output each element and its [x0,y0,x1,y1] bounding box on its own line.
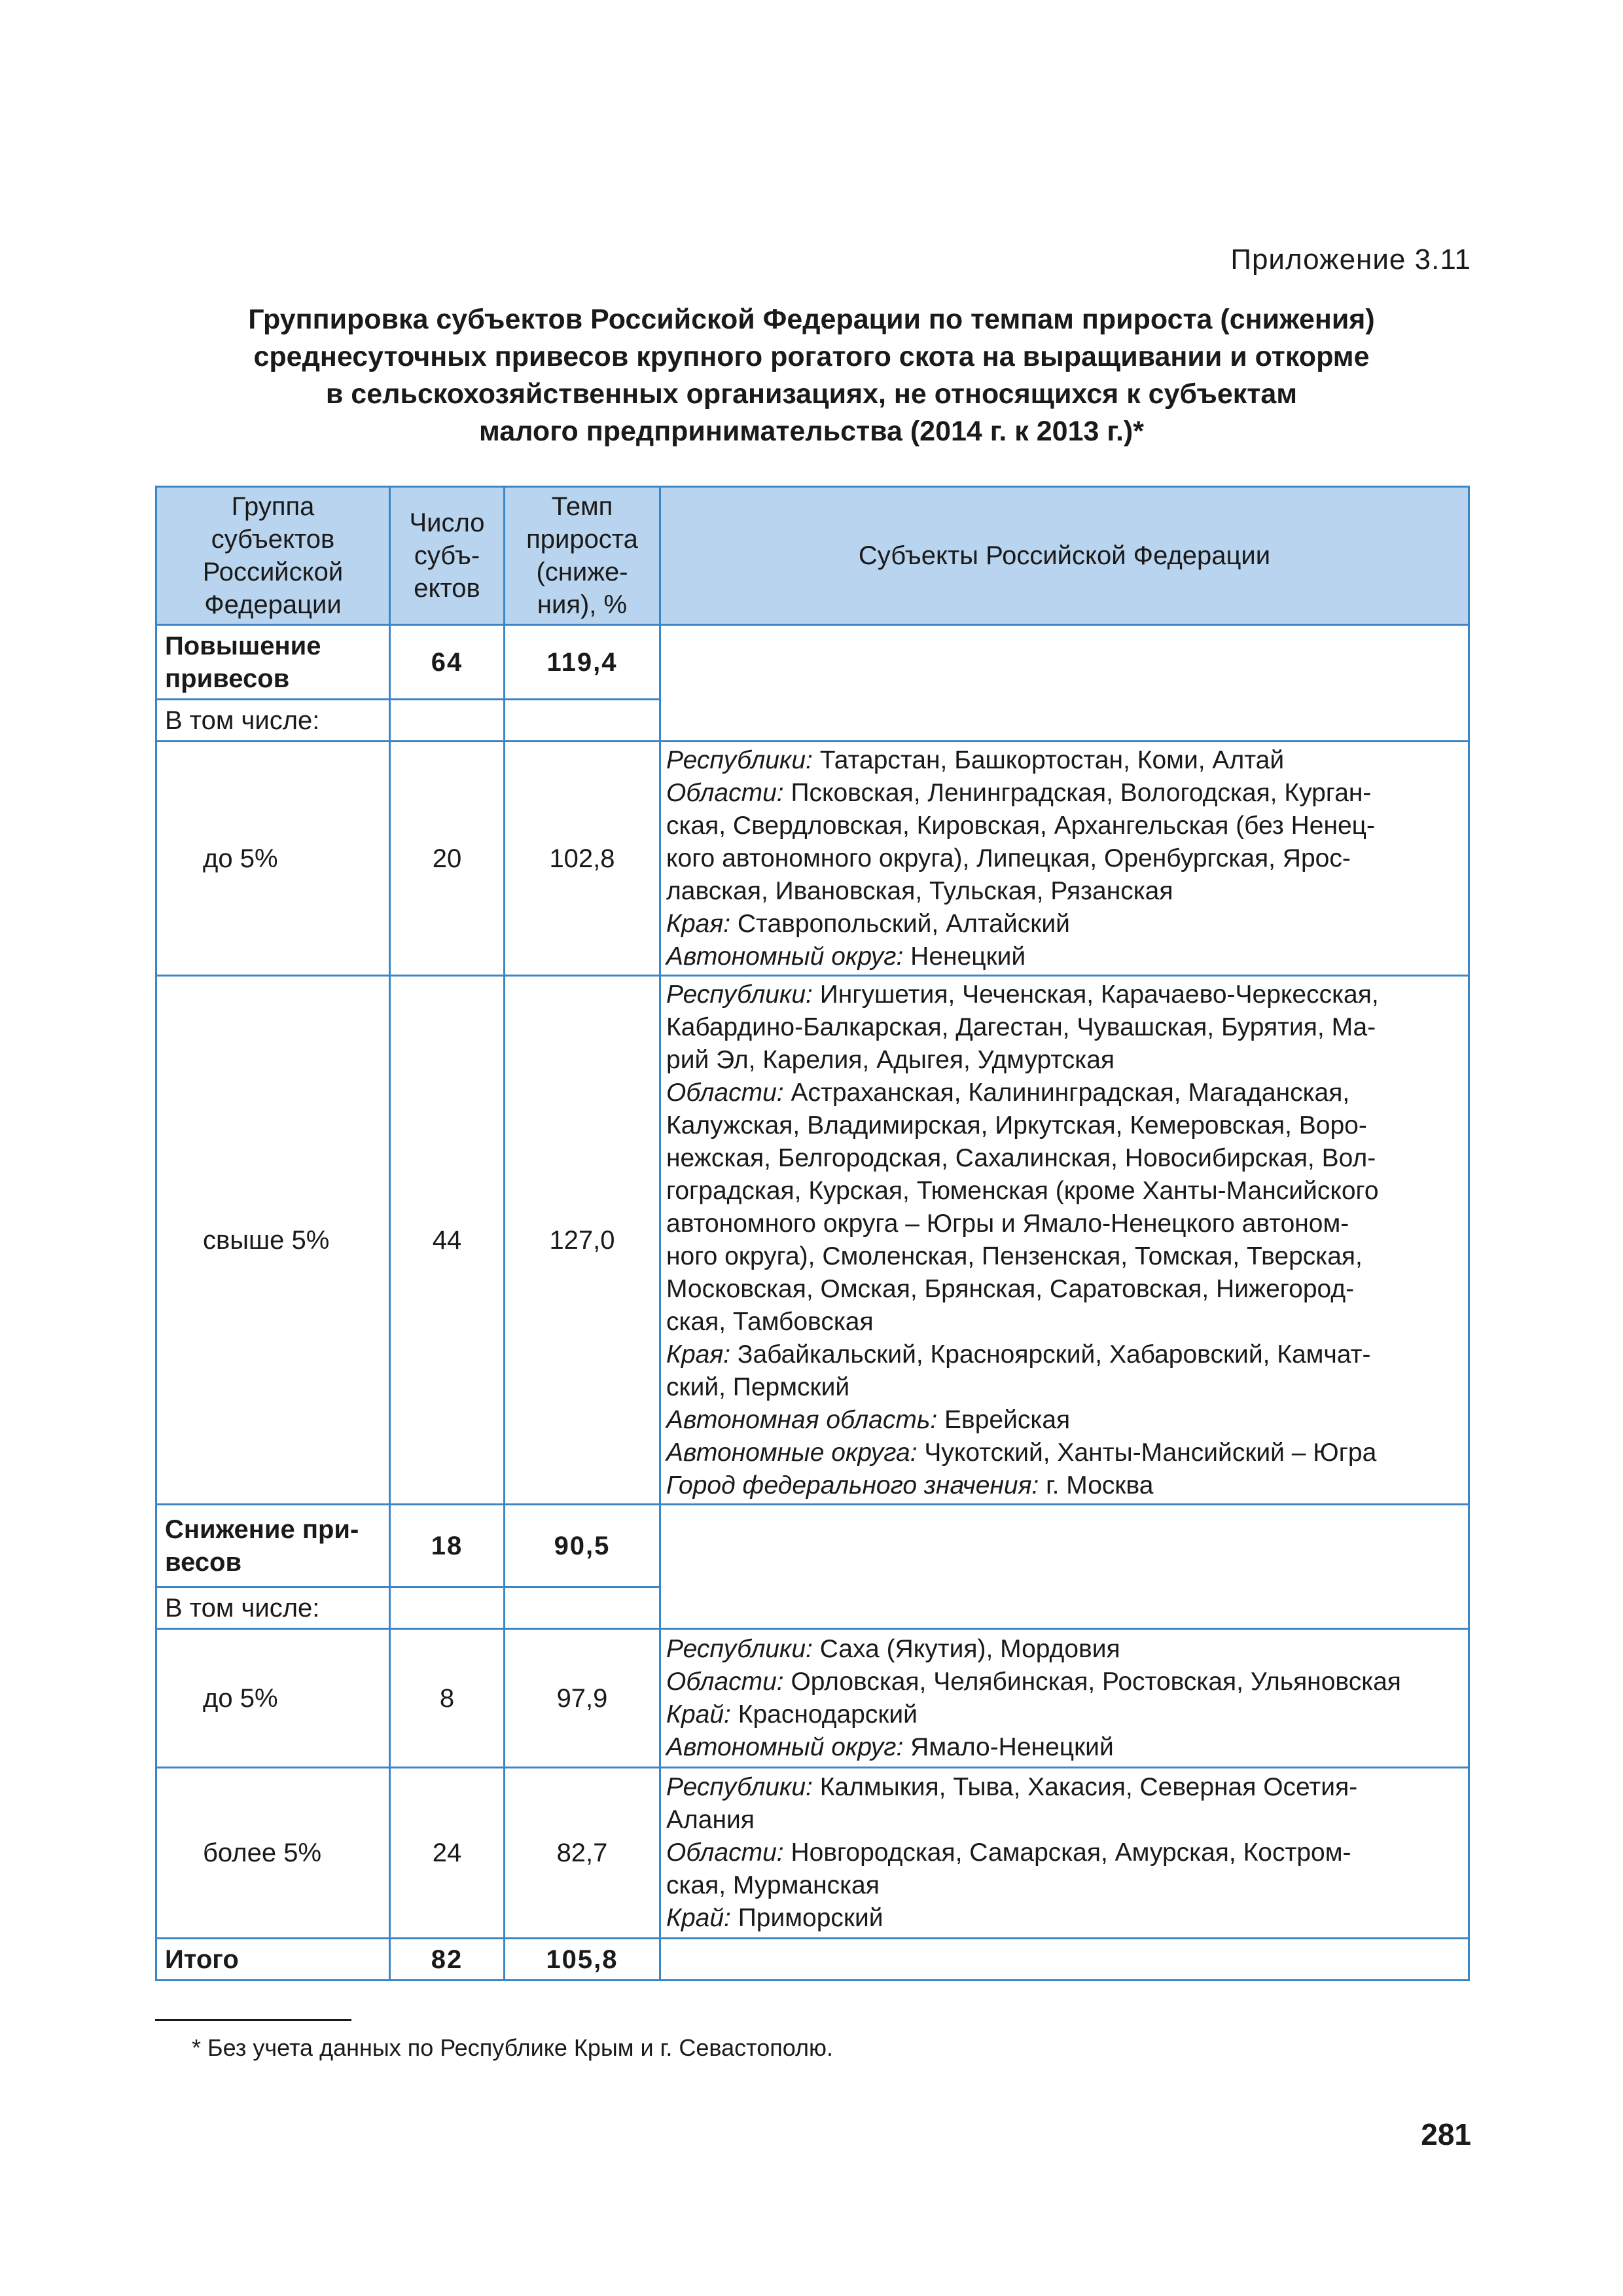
table-header-row [156,487,1469,625]
rate-cell: 82,7 [505,1768,660,1939]
group-cell: более 5% [156,1768,390,1939]
subjects-cell [660,976,1469,1505]
subjects-line: Кабардино-Балкарская, Дагестан, Чувашская, Бурятия, Ма- [666,1013,1376,1041]
header-group: Группа субъектов Российской Федерации [156,487,390,625]
including-label: В том числе: [156,700,390,742]
appendix-label: Приложение 3.11 [1230,243,1471,276]
header-subjects: Субъекты Российской Федерации [660,487,1469,625]
subjects-line: ская, Тамбовская [666,1307,874,1336]
subjects-cell-empty [660,625,1469,742]
subjects-line: Области: Астраханская, Калининградская, Магаданская, [666,1078,1350,1107]
table-row [156,1629,1469,1768]
subjects-line: Края: Забайкальский, Красноярский, Хабаровский, Камчат- [666,1340,1371,1369]
subjects-line: лавская, Ивановская, Тульская, Рязанская [666,876,1173,905]
subjects-line: нежская, Белгородская, Сахалинская, Новосибирская, Вол- [666,1143,1376,1172]
subjects-line: Автономный округ: Ямало-Ненецкий [666,1732,1114,1761]
group-label: Повышение привесов [156,625,390,700]
empty-cell [390,1587,505,1629]
subjects-line: ская, Свердловская, Кировская, Архангельская (без Ненец- [666,811,1376,840]
subjects-cell-empty [660,1505,1469,1629]
grouping-table [155,486,1470,1981]
group-cell: свыше 5% [156,976,390,1505]
empty-cell [505,700,660,742]
empty-cell [390,700,505,742]
subjects-line: Края: Ставропольский, Алтайский [666,909,1070,938]
count-cell: 8 [390,1629,505,1768]
table-row-decrease [156,1505,1469,1587]
subjects-cell [660,1768,1469,1939]
subjects-line: Город федерального значения: г. Москва [666,1471,1154,1499]
subjects-line: Автономная область: Еврейская [666,1405,1071,1434]
subjects-cell [660,1629,1469,1768]
document-title [157,301,1466,450]
subjects-line: кого автономного округа), Липецкая, Оренбургская, Ярос- [666,844,1351,872]
subjects-line: Автономные округа: Чукотский, Ханты-Мансийский – Югра [666,1438,1377,1467]
group-cell: до 5% [156,1629,390,1768]
subjects-line: Калужская, Владимирская, Иркутская, Кемеровская, Воро- [666,1111,1367,1139]
subjects-line: Республики: Калмыкия, Тыва, Хакасия, Северная Осетия- [666,1773,1358,1801]
total-label: Итого [156,1939,390,1981]
rate-cell: 102,8 [505,742,660,976]
subjects-line: Автономный округ: Ненецкий [666,942,1026,971]
count-cell: 64 [390,625,505,700]
page-number: 281 [1421,2117,1471,2151]
subjects-line: рий Эл, Карелия, Адыгея, Удмуртская [666,1045,1115,1074]
subjects-line: Области: Новгородская, Самарская, Амурская, Костром- [666,1839,1351,1867]
subjects-line: Республики: Татарстан, Башкортостан, Коми, Алтай [666,745,1285,774]
subjects-cell [660,742,1469,976]
subjects-line: гоградская, Курская, Тюменская (кроме Ханты-Мансийского [666,1176,1379,1205]
header-count: Число субъ- ектов [390,487,505,625]
subjects-line: Край: Краснодарский [666,1700,918,1729]
including-label: В том числе: [156,1587,390,1629]
subjects-line: автономного округа – Югры и Ямало-Ненецкого автоном- [666,1209,1349,1238]
subjects-line: ская, Мурманская [666,1871,880,1899]
subjects-line: Области: Орловская, Челябинская, Ростовская, Ульяновская [666,1667,1401,1696]
count-cell: 24 [390,1768,505,1939]
table-row [156,742,1469,976]
footnote-divider [155,2019,351,2021]
group-cell: до 5% [156,742,390,976]
rate-cell: 119,4 [505,625,660,700]
table-row-increase [156,625,1469,700]
subjects-line: Край: Приморский [666,1904,883,1932]
footnote: * Без учета данных по Республике Крым и г. Севастополю. [192,2034,833,2061]
count-cell: 20 [390,742,505,976]
subjects-line: Области: Псковская, Ленинградская, Вологодская, Курган- [666,778,1372,807]
table-row [156,1768,1469,1939]
subjects-line: ский, Пермский [666,1372,850,1401]
count-cell: 18 [390,1505,505,1587]
title-line: в сельскохозяйственных организациях, не относящихся к субъектам [325,378,1298,410]
subjects-line: Республики: Саха (Якутия), Мордовия [666,1634,1120,1663]
table-row [156,976,1469,1505]
rate-cell: 97,9 [505,1629,660,1768]
subjects-line: Республики: Ингушетия, Чеченская, Карачаево-Черкесская, [666,980,1379,1009]
subjects-line: Алания [666,1806,755,1834]
title-line: Группировка субъектов Российской Федерации по темпам прироста (снижения) [248,304,1375,335]
rate-cell: 90,5 [505,1505,660,1587]
subjects-line: ного округа), Смоленская, Пензенская, Томская, Тверская, [666,1242,1363,1270]
group-label: Снижение при- весов [156,1505,390,1587]
subjects-line: Московская, Омская, Брянская, Саратовская, Нижегород- [666,1274,1355,1303]
rate-cell: 105,8 [505,1939,660,1981]
count-cell: 44 [390,976,505,1505]
count-cell: 82 [390,1939,505,1981]
empty-cell [505,1587,660,1629]
header-rate: Темп прироста (сниже- ния), % [505,487,660,625]
title-line: малого предпринимательства (2014 г. к 2013 г.)* [479,416,1144,447]
rate-cell: 127,0 [505,976,660,1505]
subjects-cell-empty [660,1939,1469,1981]
table-row-total [156,1939,1469,1981]
title-line: среднесуточных привесов крупного рогатого скота на выращивании и откорме [253,341,1370,372]
